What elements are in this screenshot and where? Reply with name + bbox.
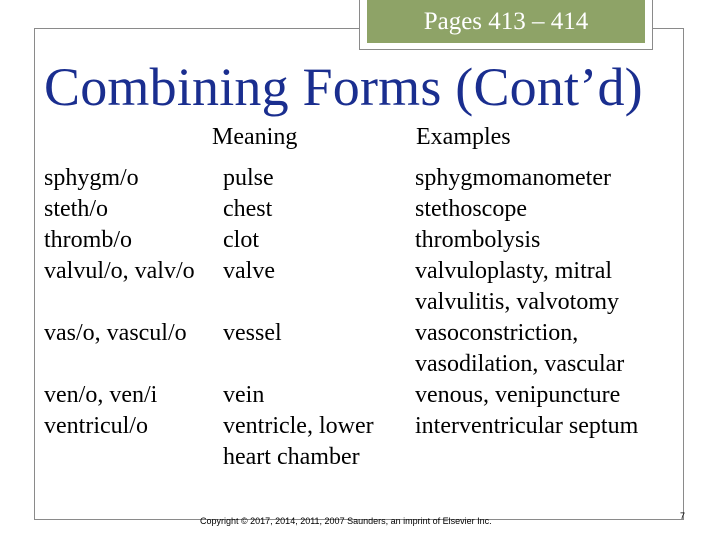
combining-form: ven/o, ven/i (44, 382, 158, 408)
page-reference-tab (359, 0, 653, 50)
example-line: stethoscope (415, 196, 527, 222)
example-line: thrombolysis (415, 227, 541, 253)
combining-form: valvul/o, valv/o (44, 258, 195, 284)
combining-form: sphygm/o (44, 165, 139, 191)
meaning-text: chest (223, 196, 273, 222)
meaning-text: pulse (223, 165, 274, 191)
page-reference-tab-fill (367, 0, 645, 43)
example-line: valvulitis, valvotomy (415, 289, 619, 315)
meaning-text: valve (223, 258, 275, 284)
combining-form: thromb/o (44, 227, 132, 253)
combining-form: vas/o, vascul/o (44, 320, 187, 346)
example-line: vasoconstriction, (415, 320, 579, 346)
examples-column-header: Examples (416, 124, 511, 150)
meaning-text: clot (223, 227, 259, 253)
combining-form: steth/o (44, 196, 108, 222)
example-line: vasodilation, vascular (415, 351, 625, 377)
slide-number: 7 (680, 511, 686, 521)
meaning-text: ventricle, lower (223, 413, 374, 439)
copyright-notice: Copyright © 2017, 2014, 2011, 2007 Saunders, an imprint of Elsevier Inc. (200, 516, 492, 526)
example-line: sphygmomanometer (415, 165, 611, 191)
meaning-text: heart chamber (223, 444, 360, 470)
page-reference-label: Pages 413 – 414 (423, 7, 589, 35)
meaning-column-header: Meaning (212, 124, 298, 150)
slide-title: Combining Forms (Cont’d) (44, 57, 643, 117)
meaning-text: vein (223, 382, 265, 408)
combining-form: ventricul/o (44, 413, 148, 439)
example-line: valvuloplasty, mitral (415, 258, 613, 284)
meaning-text: vessel (223, 320, 282, 346)
example-line: venous, venipuncture (415, 382, 621, 408)
example-line: interventricular septum (415, 413, 639, 439)
